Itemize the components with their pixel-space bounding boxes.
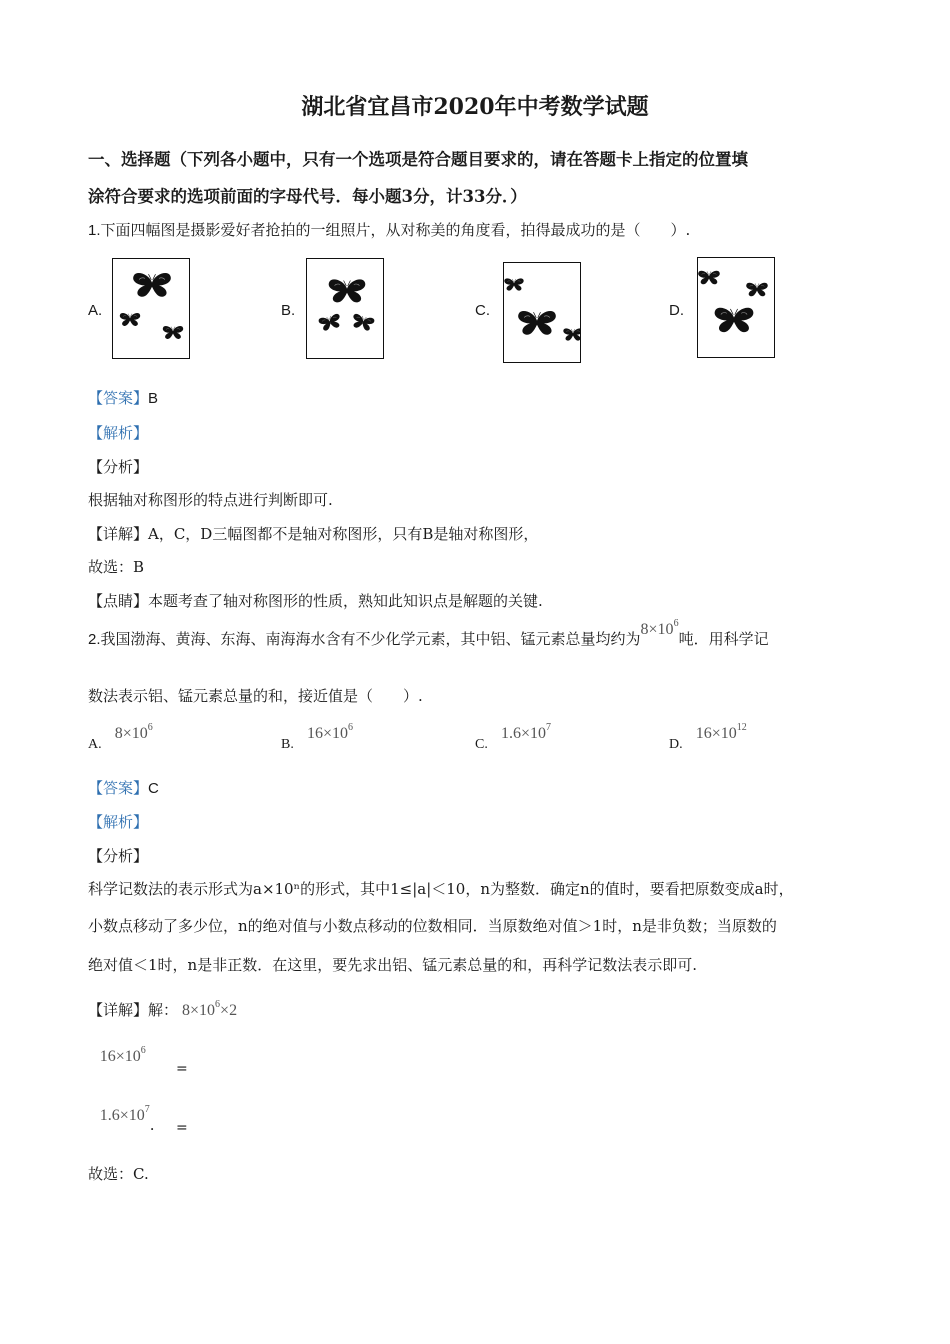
q1-xiangjie: 【详解】A，C，D三幅图都不是轴对称图形，只有B是轴对称图形， — [88, 525, 539, 543]
q1-option-b-label: B. — [281, 302, 296, 319]
q1-option-a-label: A. — [88, 302, 103, 319]
butterfly-icon — [504, 278, 523, 290]
butterfly-icon — [715, 308, 754, 332]
q2-xiangjie-step2: $=16\times 10^6$ — [99, 1045, 188, 1077]
page-title: 湖北省宜昌市2020年中考数学试题 — [301, 94, 649, 120]
butterfly-icon — [163, 326, 183, 339]
q2-fenxi-line1: 科学记数法的表示形式为a×10ⁿ的形式，其中1≤|a|＜10，n为整数．确定n的值时，要看把原数变成a时， — [88, 880, 794, 898]
q2-fenxi-line3: 绝对值＜1时，n是非正数．在这里，要先求出铝、锰元素总量的和，再科学记数法表示即可. — [88, 956, 697, 974]
butterfly-icon — [120, 313, 140, 326]
butterfly-icon — [133, 273, 171, 297]
q1-jiexi-tag: 【解析】 — [88, 424, 149, 442]
q2-fenxi-tag: 【分析】 — [88, 847, 149, 865]
q2-stem-line2: 数法表示铝、锰元素总量的和，接近值是（ ）. — [88, 687, 423, 705]
section-heading-line2: 涂符合要求的选项前面的字母代号．每小题3分，计33分．） — [88, 187, 527, 206]
section-heading-line1: 一、选择题（下列各小题中，只有一个选项是符合题目要求的，请在答题卡上指定的位置填 — [88, 150, 748, 169]
butterfly-icon — [698, 271, 720, 285]
q2-option-b: B. $16\times 10^6$ — [281, 722, 353, 752]
q2-stem-line1: 2.我国渤海、黄海、东海、南海海水含有不少化学元素，其中铝、锰元素总量均约为$8\times 10^6$吨．用科学记 — [88, 618, 769, 648]
q2-xiangjie-step3: $=1.6\times 10^7$. — [99, 1104, 188, 1136]
q1-fenxi-tag: 【分析】 — [88, 458, 149, 476]
q1-photo-a — [112, 258, 190, 359]
q1-photo-d — [697, 257, 775, 358]
q2-option-d: D. $16\times 10^{12}$ — [669, 722, 747, 752]
q2-number: 2. — [88, 631, 101, 648]
q2-jiexi-tag: 【解析】 — [88, 813, 149, 831]
butterfly-icon — [563, 328, 581, 340]
q1-dianjing: 【点睛】本题考查了轴对称图形的性质，熟知此知识点是解题的关键. — [88, 592, 543, 610]
q1-fenxi-text: 根据轴对称图形的特点进行判断即可. — [88, 491, 333, 509]
q2-answer-value: C — [148, 780, 159, 797]
q2-xiangjie-step1: 【详解】解： $8\times 10^6\times 2$ — [88, 999, 238, 1019]
q1-option-d-label: D. — [669, 302, 684, 319]
q2-fenxi-line2: 小数点移动了多少位，n的绝对值与小数点移动的位数相同．当原数绝对值＞1时，n是非负数；当原数的 — [88, 917, 777, 935]
q1-stem: 1.下面四幅图是摄影爱好者抢拍的一组照片，从对称美的角度看，拍得最成功的是（ ）. — [88, 221, 691, 239]
q1-answer: 【答案】B — [88, 389, 159, 407]
q2-answer: 【答案】C — [88, 779, 159, 797]
butterfly-icon — [518, 311, 556, 335]
butterfly-icon — [746, 283, 768, 297]
q2-guxuan: 故选：C. — [88, 1165, 149, 1183]
q2-option-c: C. $1.6\times 10^7$ — [475, 722, 551, 752]
q1-guxuan: 故选：B — [88, 558, 145, 576]
q1-photo-c — [503, 262, 581, 363]
butterfly-icon — [351, 313, 375, 332]
q1-number: 1. — [88, 222, 101, 239]
butterfly-icon — [329, 279, 366, 302]
butterfly-icon — [318, 313, 342, 332]
q2-stem-math: $8\times 10^6$ — [640, 618, 679, 638]
q1-photo-b — [306, 258, 384, 359]
q1-option-c-label: C. — [475, 302, 490, 319]
q2-option-a: A. $8\times 10^6$ — [88, 722, 153, 752]
q1-answer-value: B — [148, 390, 159, 407]
